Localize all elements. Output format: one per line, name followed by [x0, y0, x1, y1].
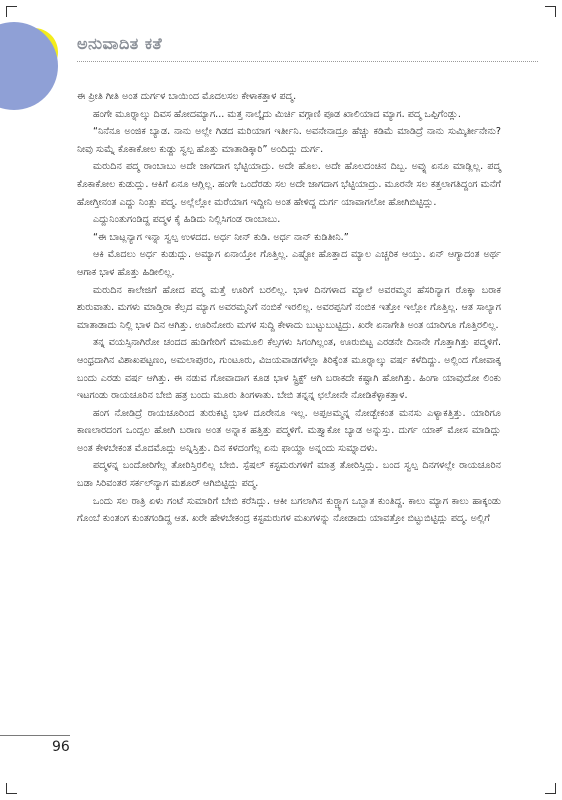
- paragraph: ಒಂದು ಸಲ ರಾತ್ರಿ ಏಳು ಗಂಟೆ ಸುಮಾರಿಗೆ ಬೇಬಿ ಕರೆಸಿದ್ಲು. ಆಕೀ ಬಗಲಾಗಿನ ಕುರ್‍ಚ್ಯಾಗ ಒಬ್ಬಾತ ಕುಂತಿದ್ದ. ಕಾಲು ಮ್ಯಾಗ ಕಾಲು ಹಾಕ್ಕಂಡು ಗೊಂಬೆ ಕುಂತಂಗ ಕುಂತಗಂಡಿದ್ದ ಆತ. ಖರೇ ಹೇಳಬೇಕಂದ್ರ ಕಸ್ಟಮರುಗಳ ಮಖಗಳನ್ನು ನೋಡಾದು ಯಾವತ್ತೋ ಬಿಟ್ಟುಬಿಟ್ಟಿದ್ಲು ಪದ್ಮ. ಅಲ್ಲಿಗೆ: [77, 495, 501, 525]
- paragraph: ತನ್ನ ವಯಸ್ಸಿನಾಗಿರೋ ಚಂದದ ಹುಡಿಗೇರಿಗೆ ಮಾಮೂಲಿ ಕೆಲ್ಸಗಳು ಸಿಗಂಗಿಲ್ಲಂತ, ಊರುಬಿಟ್ಟ ಎರಡನೇ ದಿನಾನೇ ಗೊತ್ತಾಗಿತ್ತು ಪದ್ಮಳಿಗೆ. ಆಂಧ್ರದಾಗಿನ ವಿಶಾಖಪಟ್ಟಣಂ, ಅಮಲಾಪುರಂ, ಗುಂಟೂರು, ವಿಜಯವಾಡಗಳೆಲ್ಲಾ ತಿರಿಕ್ಕೆಂತ ಮೂರ್‍ನಾಲ್ಕು ವರ್ಷ ಕಳೆದಿದ್ದು. ಅಲ್ಲಿಂದ ಗೋವಾಕ್ಕ ಬಂದು ಎರಡು ವರ್ಷ ಆಗಿತ್ತು. ಈ ನಡುವ ಗೋವಾದಾಗ ಕೂಡ ಭಾಳ ಸ್ಟ್ರಿಕ್ಟ್ ಆಗಿ ಬರಾಕದೇ ಕಷ್ಟಾಗಿ ಹೋಗಿತ್ತು. ಹಿಂಗಾ ಯಾವುದೋ ಲಿಂಕು ಇಟಗಂಡು ರಾಯಚೂರಿನ ಬೇಬಿ ಹತ್ರ ಬಂದು ಮೂರು ತಿಂಗಳಾತು. ಬೇಬಿ ತನ್ನನ್ನ ಛಲೋನೇ ನೋಡಿಕೆಳ್ಳಾಕತ್ತಾಳ.: [77, 337, 501, 402]
- paragraph: “ಈ ಬಾಟ್ಲನ್ಯಾಗ ಇನ್ನಾ ಸ್ವಲ್ಪ ಉಳದದ. ಅರ್ಧ ನೀನ್ ಕುಡಿ. ಅರ್ಧ ನಾನ್ ಕುಡಿತೀನಿ.”: [93, 231, 349, 243]
- crop-mark-top-right: [545, 6, 556, 17]
- paragraph: ಹಂಗ ನೋಡಿದ್ರೆ ರಾಯಚೂರಿಂದ ತುರುಕಟ್ಟಿ ಭಾಳ ದೂರೇನೂ ಇಲ್ಲ. ಅಪ್ಪಅಮ್ಮನ್ನ ನೋಡ್ಬೇಕಂತ ಮನಸು ಎಳ್ಯಾಕತ್ತಿತ್ತು. ಯಾರಿಗೂ ಕಾಣಲಾರದಂಗ ಒಂದ್ಸಲ ಹೋಗಿ ಬರಾಣ ಅಂತ ಅನ್ನಾಕ ಹತ್ತಿತ್ತು ಪದ್ಮಳಿಗೆ. ಮತ್ತ್ಯಾಕೋ ಬ್ಯಾಡ ಅನ್ನುಸ್ತು. ದುರ್ಗ ಯಾಕ್ ಮೋಸ ಮಾಡಿದ್ಲು ಅಂತ ಕೇಳಬೇಕಂತ ಮೊದಮೊದ್ಲು ಅನ್ನಿಸ್ತಿತ್ತು. ದಿನ ಕಳದಂಗೆಲ್ಲ ಏನು ಫಾಯ್ದಾ ಅನ್ನಂದು ಸುಮ್ನಾದಳು.: [77, 407, 501, 454]
- paragraph: ಆಕಿ ಮೊದಲು ಅರ್ಧ ಕುಡುದ್ಲು. ಅಮ್ಯಾಗ ಏನಾಯ್ತೋ ಗೊತ್ತಿಲ್ಲ. ಎಷ್ಟೋ ಹೊತ್ತಾದ ಮ್ಯಾಲ ಎಚ್ಚರಿಕ ಆಯ್ತು. ಏನ್ ಆಗ್ಯಾದಂತ ಅರ್ಥ ಆಗಾಕ ಭಾಳ ಹೊತ್ತು ಹಿಡೀಲಿಲ್ಲ.: [77, 249, 501, 278]
- paragraph: ಪದ್ಮಳನ್ನ ಬಂದೋರಿಗೆಲ್ಲ ತೋರಿಸ್ತಿರಲಿಲ್ಲ ಬೇಬಿ. ಸ್ಪೆಷಲ್ ಕಸ್ಟಮರುಗಳಿಗೆ ಮಾತ್ರ ತೋರಿಸ್ತಿದ್ಲು. ಬಂದ ಸ್ವಲ್ಪ ದಿನಗಳಲ್ಲೇ ರಾಯಚೂರಿನ ಬಡಾ ಸಿರಿವಂತರ ಸರ್ಕಲ್‍ನ್ಯಾಗ ಮಶೂರ್ ಆಗಿಬಿಟ್ಟಿದ್ಲು ಪದ್ಮ.: [77, 460, 501, 490]
- crop-mark-bottom-right: [545, 783, 556, 794]
- paragraph: ಮರುದಿನ ಕಾಲೇಜಿಗೆ ಹೋದ ಪದ್ಮ ಮತ್ತೆ ಊರಿಗೆ ಬರಲಿಲ್ಲ. ಭಾಳ ದಿನಗಳಾದ ಮ್ಯಾಲೆ ಅವರಮ್ಮನ ಹೆಸರಿನ್ಯಾಗ ರೊಕ್ಕಾ ಬರಾಕ ಶುರುವಾತು. ಮಗಳು ಮಾಡ್ತಿರಾ ಕೆಲ್ಸದ ಮ್ಯಾಗ ಅವರಮ್ಮನಿಗೆ ನಂಬಿಕೆ ಇರಲಿಲ್ಲ. ಅವರಪ್ಪನಿಗೆ ನಂಬಿಕ ಇತ್ತೋ ಇಲ್ಲೋ ಗೊತ್ತಿಲ್ಲ. ಆತ ಸಾಲ್ಯಾಗ ಮಾತಾಡಾದು ನಿಲ್ಲಿ ಭಾಳ ದಿನ ಆಗಿತ್ತು. ಊರಿನೋರು ಮಗಳ ಸುದ್ದಿ ಕೇಳಾದು ಬುಟ್ಟುಬುಟ್ಟಿದ್ರು. ಖರೇ ಏನಾಗೇತಿ ಅಂತ ಯಾರಿಗೂ ಗೊತ್ತಿರಲಿಲ್ಲ.: [77, 284, 501, 331]
- section-title: ಅನುವಾದಿತ ಕತೆ: [77, 34, 163, 53]
- paragraph: ಈ ಪ್ರೀತಿ ಗೀತಿ ಅಂತ ದುರ್ಗಳ ಬಾಯಿಂದ ಮೊದಲಸಲ ಕೇಳಾಕತ್ತಾಳ ಪದ್ಮ.: [77, 91, 297, 102]
- header-dotted-rule: [77, 61, 538, 62]
- header-decoration-circles: [0, 0, 80, 110]
- paragraph: ಹಂಗೇ ಮೂರ್‍ನಾಲ್ಕು ದಿವಸ ಹೋದಮ್ಯಾಗ... ಮತ್ತ ನಾಲ್ಕೈದು ಮಿರ್ಚಿ ವಗ್ಗಾಣಿ ಪೂಡ ಖಾಲಿಯಾದ ಮ್ಯಾಗ. ಪದ್ಮ ಒಪ್ಪಿಗೆಂಡ್ಲು.: [93, 108, 461, 120]
- crop-mark-bottom-left: [6, 783, 17, 794]
- footer-rule: [0, 735, 70, 736]
- story-body: [77, 88, 501, 528]
- page-number: 96: [52, 739, 70, 755]
- paragraph: ಮರುದಿನ ಪದ್ಮ ರಾಂಬಾಬು ಅದೇ ಜಾಗದಾಗ ಭೆಟ್ಟಿಯಾದ್ರು. ಅದೇ ಹೊಲ. ಅದೇ ಹೊಲದಂಚಿನ ದಿಬ್ಬ. ಅವ್ನು ಏನೂ ಮಾಡ್ಲಿಲ್ಲ. ಪದ್ಮ ಕೊಕಾಕೋಲ ಕುಡುದ್ಲು. ಆಕಿಗೆ ಏನೂ ಆಗ್ಲಿಲ್ಲ. ಹಂಗೇ ಒಂದೆರಡು ಸಲ ಅದೇ ಜಾಗದಾಗ ಭೆಟ್ಟಿಯಾದ್ರು. ಮೂರನೇ ಸಲ ಕತ್ತಲಾಗತಿದ್ದಂಗ ಮನೆಗೆ ಹೋಗ್ತೀನಂತ ಎದ್ದು ನಿಂತ್ಲು ಪದ್ಮ. ಅಲ್ಲೆಲ್ಲೋ ಮರೆಯಾಗ ಇದ್ದೀನಿ ಅಂತ ಹೇಳಿದ್ದ ದುರ್ಗ ಯಾವಾಗಲೋ ಹೋಗಿಬಿಟ್ಟಿದ್ಲು.: [77, 161, 501, 208]
- paragraph: ಎದ್ದುನಿಂತುಗಂಡಿದ್ದ ಪದ್ಮಳ ಕೈ ಹಿಡಿದು ನಿಲ್ಲಿಸಿಗಂಡ ರಾಂಬಾಬು.: [93, 214, 281, 226]
- paragraph: “ನಿನೆನೂ ಅಂಜಿಕ ಬ್ಯಾಡ. ನಾನು ಅಲ್ಲೇ ಗಿಡದ ಮರಿಯಾಗ ಇರ್ತೀನಿ. ಅವನೇನಾದ್ರೂ ಹೆಚ್ಚು ಕಡಿಮೆ ಮಾಡಿದ್ರೆ ನಾನು ಸುಮ್ಕಿರ್ತೀನೇನು? ನೀವು ಸುಮ್ನೆ ಕೊಕಾಕೋಲ ಕುಡ್ದು ಸ್ವಲ್ಪ ಹೊತ್ತು ಮಾತಾಡಿಕ್ಕಾರಿ” ಅಂದಿದ್ಲು ದುರ್ಗ.: [77, 126, 501, 155]
